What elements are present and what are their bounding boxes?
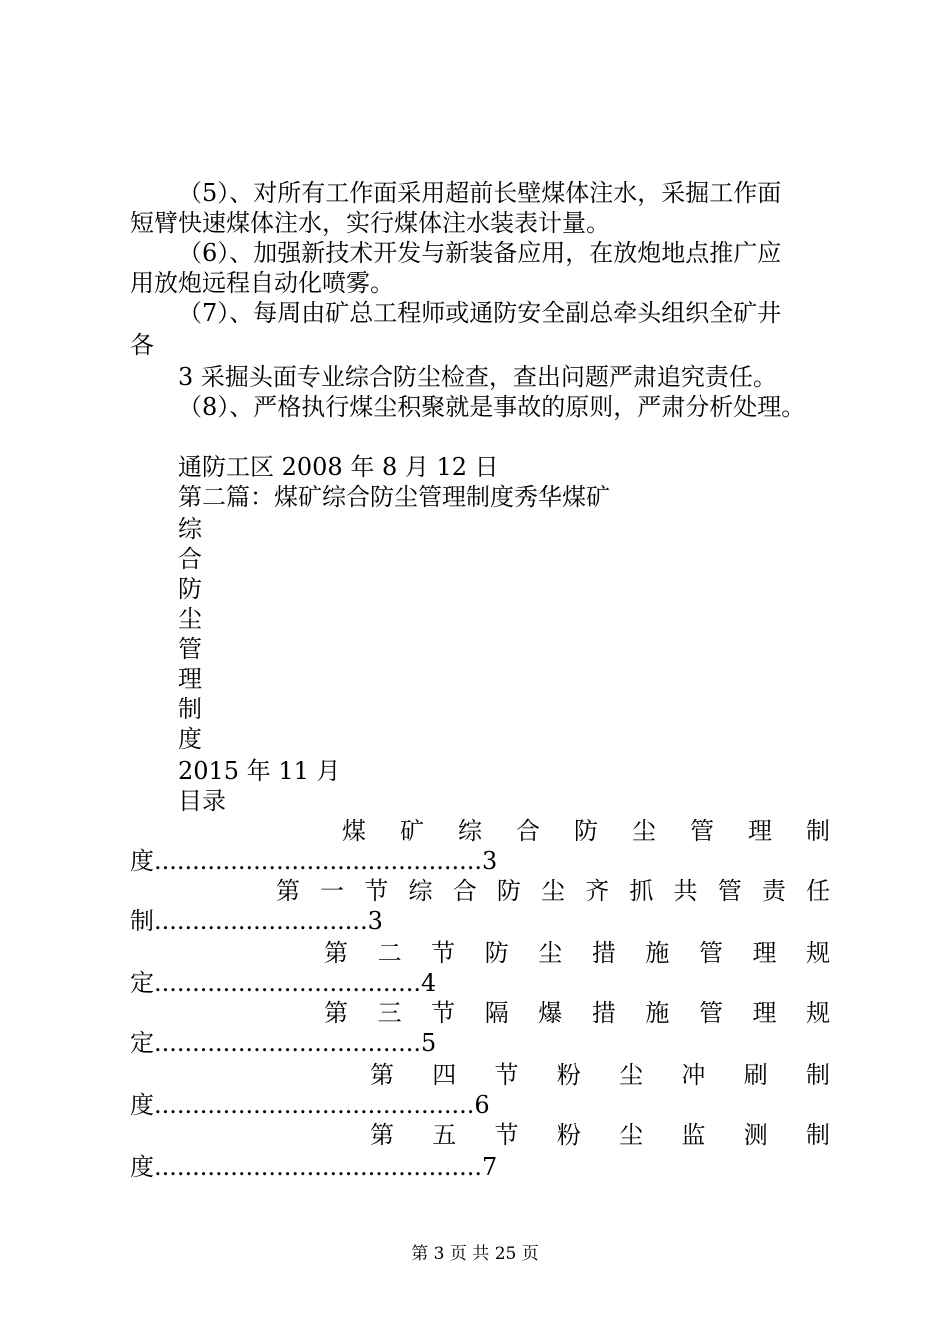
vertical-title-char: 综 [178, 515, 202, 543]
toc-entry-title: 第 二 节 防 尘 措 施 管 理 规 [324, 939, 831, 967]
toc-page-number: 3 [367, 907, 383, 935]
toc-entry-leader: 度...........................................3 [130, 847, 498, 875]
toc-entry-title: 第 一 节 综 合 防 尘 齐 抓 共 管 责 任 [276, 877, 831, 905]
paragraph-8-line-1: （8）、严格执行煤尘积聚就是事故的原则，严肃分析处理。 [178, 393, 806, 421]
vertical-title-char: 合 [178, 545, 202, 573]
paragraph-7-line-3: 3 采掘头面专业综合防尘检查，查出问题严肃追究责任。 [178, 363, 777, 391]
toc-entry-title: 煤 矿 综 合 防 尘 管 理 制 [342, 817, 830, 845]
vertical-title-char: 管 [178, 635, 202, 663]
toc-entry-leader: 度...........................................7 [130, 1153, 498, 1181]
paragraph-5-line-1: （5）、对所有工作面采用超前长壁煤体注水，采掘工作面 [178, 179, 782, 207]
toc-page-number: 4 [421, 969, 437, 997]
signature-date: 通防工区 2008 年 8 月 12 日 [178, 453, 499, 481]
paragraph-6-line-2: 用放炮远程自动化喷雾。 [130, 269, 394, 297]
paragraph-7-line-1: （7）、每周由矿总工程师或通防安全副总牵头组织全矿井 [178, 299, 782, 327]
paragraph-5-line-2: 短臂快速煤体注水，实行煤体注水装表计量。 [130, 209, 610, 237]
vertical-title-char: 理 [178, 665, 202, 693]
toc-entry-leader: 制............................3 [130, 907, 383, 935]
toc-page-number: 5 [421, 1029, 437, 1057]
toc-entry-title: 第 四 节 粉 尘 冲 刷 制 [370, 1061, 830, 1089]
paragraph-6-line-1: （6）、加强新技术开发与新装备应用，在放炮地点推广应 [178, 239, 782, 267]
vertical-title-char: 度 [178, 725, 202, 753]
toc-page-number: 3 [482, 847, 498, 875]
toc-page-number: 6 [474, 1091, 490, 1119]
second-article-title: 第二篇：煤矿综合防尘管理制度秀华煤矿 [178, 483, 610, 511]
toc-entry-title: 第 三 节 隔 爆 措 施 管 理 规 [324, 999, 831, 1027]
paragraph-7-line-2: 各 [130, 331, 154, 359]
toc-entry-title: 第 五 节 粉 尘 监 测 制 [370, 1121, 830, 1149]
document-date: 2015 年 11 月 [178, 757, 341, 785]
toc-entry-leader: 度..........................................6 [130, 1091, 490, 1119]
toc-page-number: 7 [482, 1153, 498, 1181]
toc-heading: 目录 [178, 787, 226, 815]
toc-entry-leader: 定...................................5 [130, 1029, 437, 1057]
vertical-title-char: 防 [178, 575, 202, 603]
vertical-title-char: 尘 [178, 605, 202, 633]
page-footer: 第 3 页 共 25 页 [411, 1244, 539, 1264]
vertical-title-char: 制 [178, 695, 202, 723]
toc-entry-leader: 定...................................4 [130, 969, 437, 997]
